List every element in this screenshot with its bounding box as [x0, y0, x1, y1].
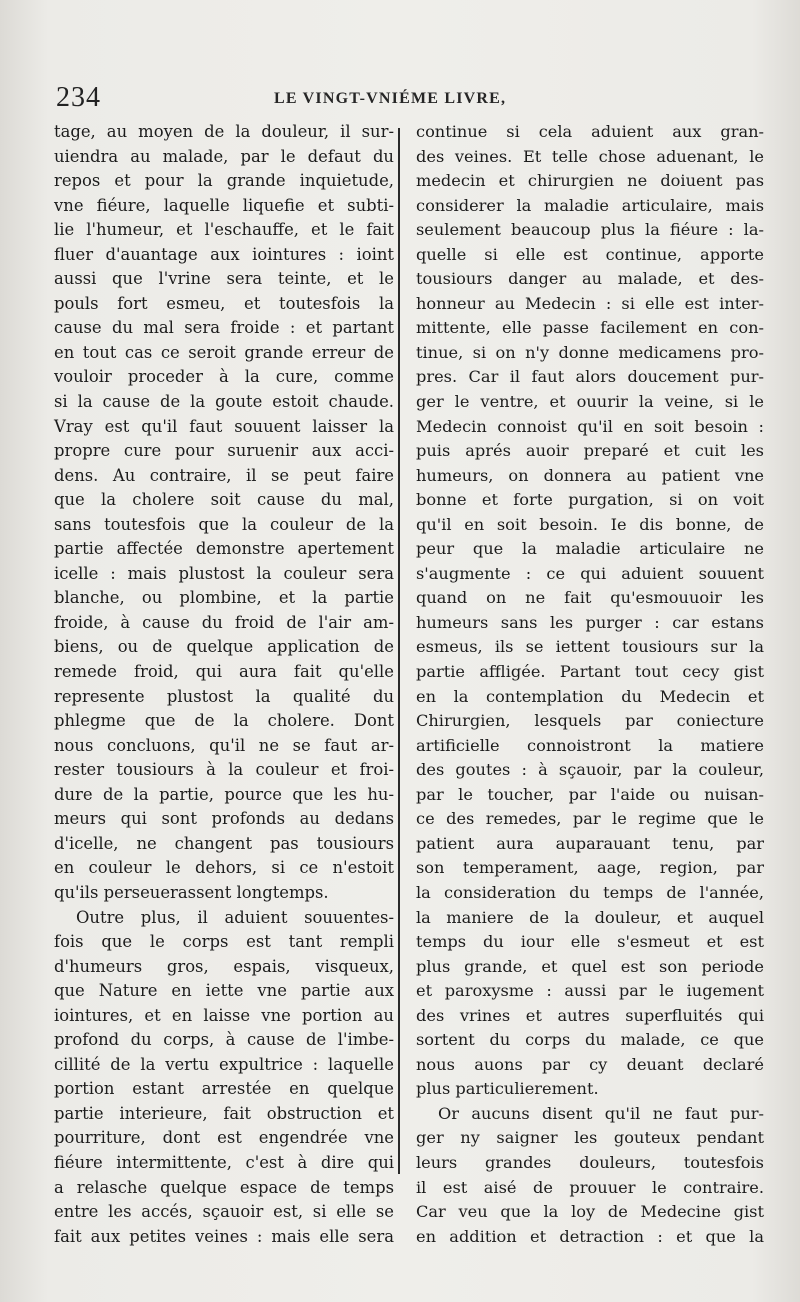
text-line: ger le ventre, et ouurir la veine, si le	[416, 392, 764, 412]
right-text-column	[416, 120, 764, 1246]
text-line: sortent du corps du malade, ce que	[416, 1030, 764, 1050]
text-line: blanche, ou plombine, et la partie	[54, 588, 394, 608]
text-line: en la contemplation du Medecin et	[416, 686, 764, 706]
text-line: propre cure pour suruenir aux acci-	[54, 441, 394, 461]
text-line: son temperament, aage, region, par	[416, 858, 764, 878]
text-line: considerer la maladie articulaire, mais	[416, 195, 764, 215]
text-line: que Nature en iette vne partie aux	[54, 981, 394, 1001]
text-line: des vrines et autres superfluités qui	[416, 1005, 764, 1025]
text-line: partie affectée demonstre apertement	[54, 539, 394, 559]
text-line: cause du mal sera froide : et partant	[54, 318, 394, 338]
text-line: partie interieure, fait obstruction et	[54, 1103, 394, 1123]
text-line: tousiours danger au malade, et des-	[416, 269, 764, 289]
text-line: dure de la partie, pource que les hu-	[54, 784, 394, 804]
text-line: esmeus, ils se iettent tousiours sur la	[416, 637, 764, 657]
column-divider	[398, 128, 400, 1174]
text-line: fait aux petites veines : mais elle sera	[54, 1226, 394, 1246]
text-line: puis aprés auoir preparé et cuit les	[416, 441, 764, 461]
text-line: partie affligée. Partant tout cecy gist	[416, 662, 764, 682]
page-number: 234	[56, 82, 101, 113]
text-line: plus particulierement.	[416, 1079, 599, 1099]
text-line: froide, à cause du froid de l'air am-	[54, 612, 394, 632]
text-line: en addition et detraction : et que la	[416, 1226, 764, 1246]
text-line: profond du corps, à cause de l'imbe-	[54, 1030, 394, 1050]
text-line: d'icelle, ne changent pas tousiours	[54, 833, 394, 853]
text-line: honneur au Medecin : si elle est inter-	[416, 293, 764, 313]
left-text-column	[54, 120, 394, 1246]
text-line: la maniere de la douleur, et auquel	[416, 907, 764, 927]
text-line: mittente, elle passe facilement en con-	[416, 318, 764, 338]
text-line: lie l'humeur, et l'eschauffe, et le fait	[54, 220, 394, 240]
text-line: qu'ils perseuerassent longtemps.	[54, 882, 329, 902]
text-line: peur que la maladie articulaire ne	[416, 539, 764, 559]
text-line: ce des remedes, par le regime que le	[416, 809, 764, 829]
text-line: ger ny saigner les gouteux pendant	[416, 1128, 764, 1148]
text-line: repos et pour la grande inquietude,	[54, 171, 394, 191]
text-line: aussi que l'vrine sera teinte, et le	[54, 269, 394, 289]
running-head: LE VINGT-VNIÉME LIVRE,	[274, 90, 507, 107]
text-line: entre les accés, sçauoir est, si elle se	[54, 1202, 394, 1222]
text-line: remede froid, qui aura fait qu'elle	[54, 662, 394, 682]
text-line: Car veu que la loy de Medecine gist	[416, 1202, 764, 1222]
text-line: phlegme que de la cholere. Dont	[54, 711, 394, 731]
text-line: fois que le corps est tant rempli	[54, 932, 394, 952]
text-line: tage, au moyen de la douleur, il sur-	[54, 122, 394, 141]
text-line: et paroxysme : aussi par le iugement	[416, 981, 764, 1001]
text-line: d'humeurs gros, espais, visqueux,	[54, 956, 394, 976]
text-line: artificielle connoistront la matiere	[416, 735, 764, 755]
text-line: il est aisé de prouuer le contraire.	[416, 1177, 764, 1197]
text-line: iointures, et en laisse vne portion au	[54, 1005, 394, 1025]
text-line: pourriture, dont est engendrée vne	[54, 1128, 394, 1148]
text-line: Outre plus, il aduient souuentes-	[76, 907, 394, 927]
text-line: dens. Au contraire, il se peut faire	[54, 465, 394, 485]
text-line: humeurs sans les purger : car estans	[416, 612, 764, 632]
text-line: continue si cela aduient aux gran-	[416, 122, 764, 141]
text-line: par le toucher, par l'aide ou nuisan-	[416, 784, 764, 804]
text-line: Chirurgien, lesquels par coniecture	[416, 711, 764, 731]
text-line: leurs grandes douleurs, toutesfois	[416, 1152, 764, 1172]
text-line: tinue, si on n'y donne medicamens pro-	[416, 342, 764, 362]
text-line: s'augmente : ce qui aduient souuent	[416, 563, 764, 583]
text-line: quand on ne fait qu'esmouuoir les	[416, 588, 764, 608]
text-line: cillité de la vertu expultrice : laquelle	[54, 1054, 394, 1074]
text-line: medecin et chirurgien ne doiuent pas	[416, 171, 764, 191]
text-line: biens, ou de quelque application de	[54, 637, 394, 657]
text-line: si la cause de la goute estoit chaude.	[54, 392, 394, 412]
text-line: patient aura auparauant tenu, par	[416, 833, 764, 853]
text-line: seulement beaucoup plus la fiéure : la-	[416, 220, 764, 240]
text-line: Vray est qu'il faut souuent laisser la	[54, 416, 394, 436]
text-line: pouls fort esmeu, et toutesfois la	[54, 293, 394, 313]
text-line: en couleur le dehors, si ce n'estoit	[54, 858, 394, 878]
text-line: fluer d'auantage aux iointures : ioint	[54, 244, 394, 264]
text-line: icelle : mais plustost la couleur sera	[54, 563, 394, 583]
text-line: pres. Car il faut alors doucement pur-	[416, 367, 764, 387]
text-line: que la cholere soit cause du mal,	[54, 490, 394, 510]
text-line: vne fiéure, laquelle liquefie et subti-	[54, 195, 394, 215]
text-line: bonne et forte purgation, si on voit	[416, 490, 764, 510]
text-line: des veines. Et telle chose aduenant, le	[416, 146, 764, 166]
text-line: rester tousiours à la couleur et froi-	[54, 760, 394, 780]
text-line: des goutes : à sçauoir, par la couleur,	[416, 760, 764, 780]
text-line: la consideration du temps de l'année,	[416, 882, 764, 902]
text-line: meurs qui sont profonds au dedans	[54, 809, 394, 829]
text-line: humeurs, on donnera au patient vne	[416, 465, 764, 485]
text-line: plus grande, et quel est son periode	[416, 956, 764, 976]
text-line: quelle si elle est continue, apporte	[416, 244, 764, 264]
text-line: uiendra au malade, par le defaut du	[54, 146, 394, 166]
text-line: a relasche quelque espace de temps	[54, 1177, 394, 1197]
text-line: fiéure intermittente, c'est à dire qui	[54, 1152, 394, 1172]
text-line: Or aucuns disent qu'il ne faut pur-	[438, 1103, 764, 1123]
text-line: sans toutesfois que la couleur de la	[54, 514, 394, 534]
text-line: qu'il en soit besoin. Ie dis bonne, de	[416, 514, 764, 534]
text-line: vouloir proceder à la cure, comme	[54, 367, 394, 387]
text-line: Medecin connoist qu'il en soit besoin :	[416, 416, 764, 436]
text-line: portion estant arrestée en quelque	[54, 1079, 394, 1099]
text-line: represente plustost la qualité du	[54, 686, 394, 706]
text-line: nous auons par cy deuant declaré	[416, 1054, 764, 1074]
text-line: temps du iour elle s'esmeut et est	[416, 932, 764, 952]
text-line: nous concluons, qu'il ne se faut ar-	[54, 735, 394, 755]
text-line: en tout cas ce seroit grande erreur de	[54, 342, 394, 362]
